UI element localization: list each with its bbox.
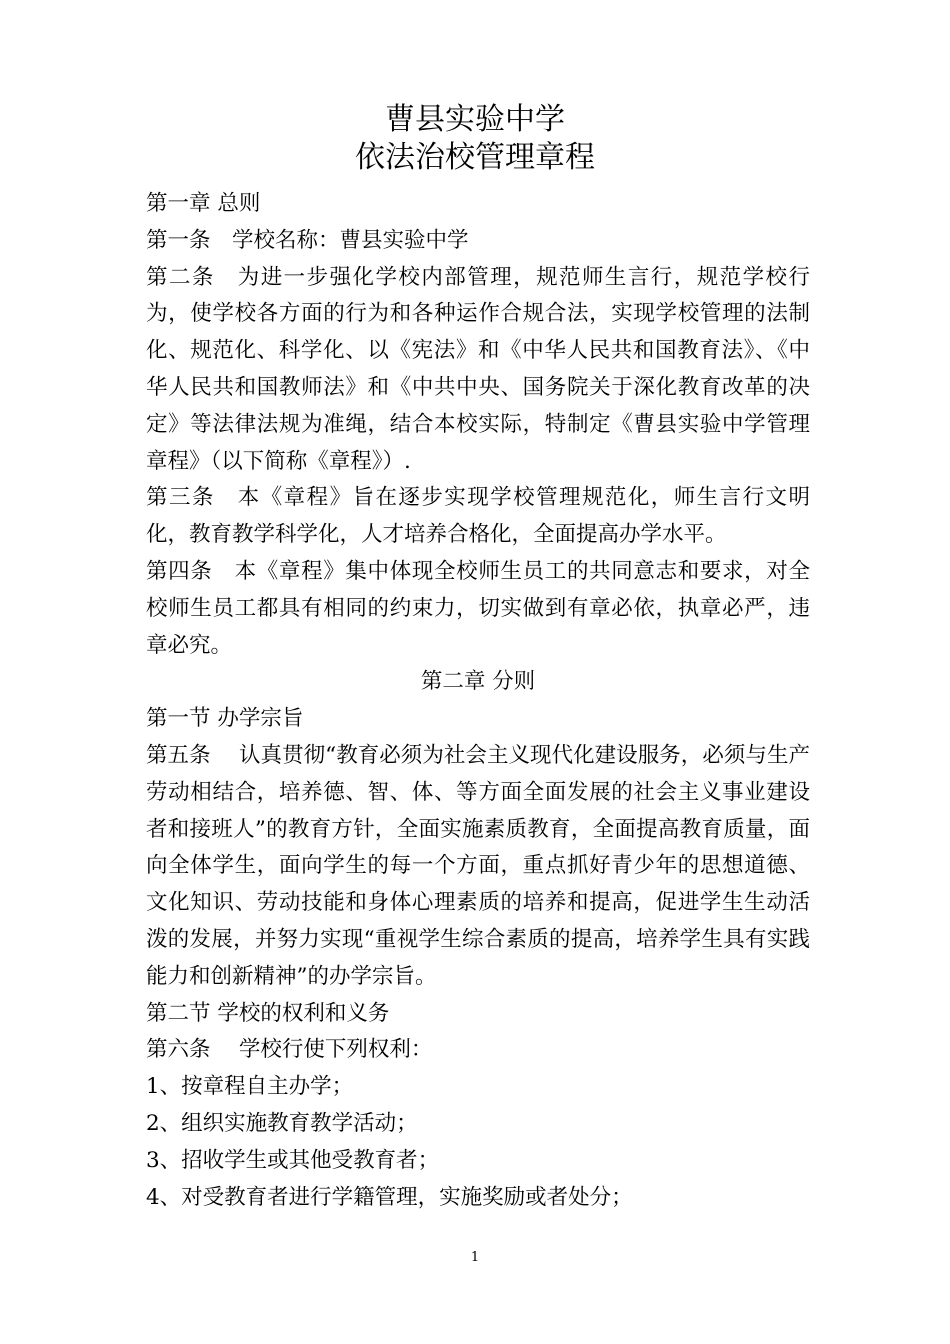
list-item: 1、按章程自主办学； xyxy=(146,1074,354,1100)
list-item: 3、招收学生或其他受教育者； xyxy=(146,1147,440,1173)
document-body xyxy=(146,186,810,1216)
article-6: 第六条 学校行使下列权利： xyxy=(146,1037,433,1063)
article-2: 第二条 为进一步强化学校内部管理，规范师生言行，规范学校行为，使学校各方面的行为和各种运作合规合法，实现学校管理的法制化、规范化、科学化、以《宪法》和《中华人民共和国教育法》、《中华人民共和国教师法》和《中共中央、国务院关于深化教育改革的决定》等法律法规为准绳，结合本校实际，特制定《曹县实验中学管理章程》（以下简称《章程》）. xyxy=(146,264,810,474)
list-item: 4、对受教育者进行学籍管理，实施奖励或者处分； xyxy=(146,1184,633,1210)
section-2-heading: 第二节 学校的权利和义务 xyxy=(146,1000,390,1026)
article-3: 第三条 本《章程》旨在逐步实现学校管理规范化，师生言行文明化，教育教学科学化，人才培养合格化，全面提高办学水平。 xyxy=(146,485,810,548)
chapter-1-heading: 第一章 总则 xyxy=(146,191,261,216)
page-number: 1 xyxy=(470,1250,480,1265)
list-item: 2、组织实施教育教学活动； xyxy=(146,1110,418,1136)
chapter-2-heading: 第二章 分则 xyxy=(420,669,536,695)
document-title-line-1: 曹县实验中学 xyxy=(385,102,565,137)
document-title-line-2: 依法治校管理章程 xyxy=(355,140,595,175)
section-1-heading: 第一节 办学宗旨 xyxy=(146,706,304,732)
article-1: 第一条 学校名称：曹县实验中学 xyxy=(146,227,469,253)
article-5: 第五条 认真贯彻“教育必须为社会主义现代化建设服务，必须与生产劳动相结合，培养德、智、体、等方面全面发展的社会主义事业建设者和接班人”的教育方针，全面实施素质教育，全面提高教育质量，面向全体学生，面向学生的每一个方面，重点抓好青少年的思想道德、文化知识、劳动技能和身体心理素质的培养和提高，促进学生生动活泼的发展，并努力实现“重视学生综合素质的提高，培养学生具有实践能力和创新精神”的办学宗旨。 xyxy=(146,742,810,989)
article-4: 第四条 本《章程》集中体现全校师生员工的共同意志和要求，对全校师生员工都具有相同的约束力，切实做到有章必依，执章必严，违章必究。 xyxy=(146,558,810,658)
